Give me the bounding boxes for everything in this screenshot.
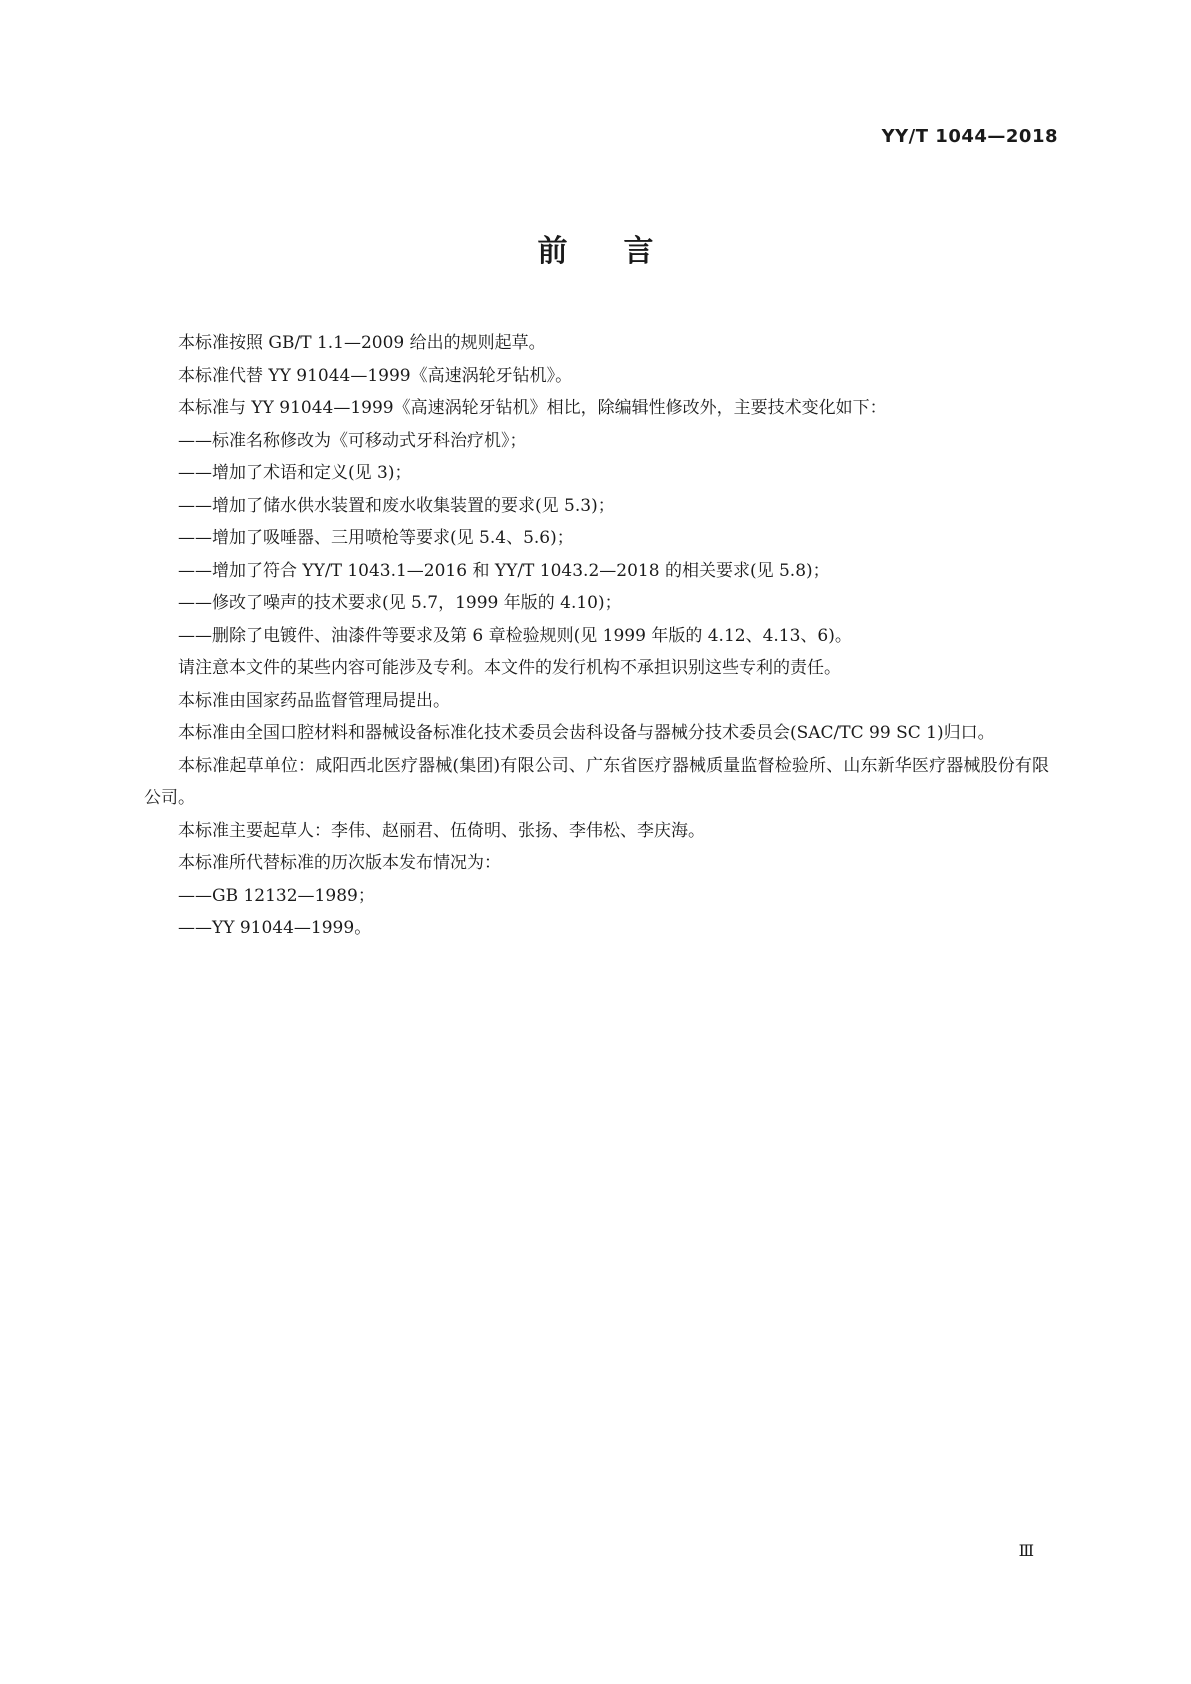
page-title: 前言	[537, 234, 710, 269]
list-item-change: ——标准名称修改为《可移动式牙科治疗机》；	[178, 430, 527, 451]
list-item-change: ——增加了术语和定义(见 3)；	[178, 463, 412, 483]
list-item-change: ——增加了符合 YY/T 1043.1—2016 和 YY/T 1043.2—2018 的相关要求(见 5.8)；	[178, 560, 830, 581]
list-item-change: ——增加了储水供水装置和废水收集装置的要求(见 5.3)；	[178, 495, 615, 516]
paragraph-drafting-rules: 本标准按照 GB/T 1.1—2009 给出的规则起草。	[178, 333, 546, 353]
paragraph-under-jurisdiction: 本标准由全国口腔材料和器械设备标准化技术委员会齿科设备与器械分技术委员会(SAC/TC 99 SC 1)归口。	[178, 723, 995, 743]
list-item-previous-edition: ——GB 12132—1989；	[178, 885, 375, 906]
paragraph-patent-notice: 请注意本文件的某些内容可能涉及专利。本文件的发行机构不承担识别这些专利的责任。	[178, 658, 841, 678]
page-number: Ⅲ	[1018, 1541, 1034, 1560]
paragraph-changes-intro: 本标准与 YY 91044—1999《高速涡轮牙钻机》相比，除编辑性修改外，主要技术变化如下：	[178, 398, 887, 418]
paragraph-previous-editions-intro: 本标准所代替标准的历次版本发布情况为：	[178, 853, 501, 873]
paragraph-main-drafters: 本标准主要起草人：李伟、赵丽君、伍倚明、张扬、李伟松、李庆海。	[178, 820, 705, 841]
list-item-change: ——增加了吸唾器、三用喷枪等要求(见 5.4、5.6)；	[178, 528, 574, 548]
standard-code: YY/T 1044—2018	[881, 126, 1058, 147]
foreword-body	[144, 327, 1049, 945]
list-item-change: ——修改了噪声的技术要求(见 5.7，1999 年版的 4.10)；	[178, 593, 622, 613]
paragraph-replaces: 本标准代替 YY 91044—1999《高速涡轮牙钻机》。	[178, 365, 573, 386]
paragraph-drafting-units: 本标准起草单位：咸阳西北医疗器械(集团)有限公司、广东省医疗器械质量监督检验所、山东新华医疗器械股份有限公司。	[144, 755, 1049, 808]
paragraph-proposed-by: 本标准由国家药品监督管理局提出。	[178, 690, 450, 711]
list-item-previous-edition: ——YY 91044—1999。	[178, 918, 372, 938]
list-item-change: ——删除了电镀件、油漆件等要求及第 6 章检验规则(见 1999 年版的 4.12、4.13、6)。	[178, 625, 852, 646]
